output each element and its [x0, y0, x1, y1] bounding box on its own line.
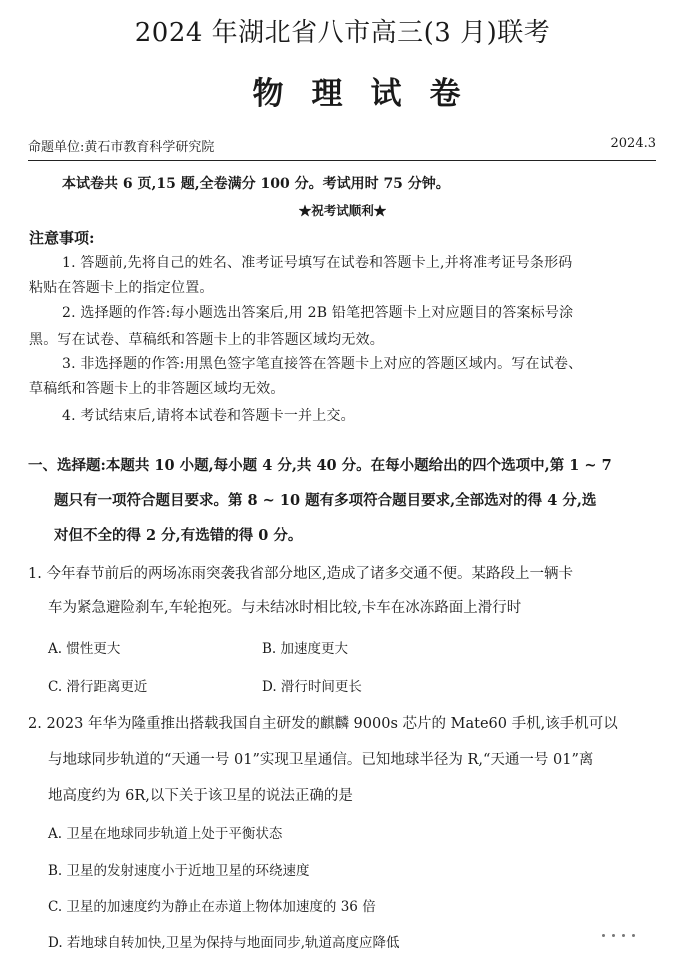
notice-line: 草稿纸和答题卡上的非答题区域均无效。	[29, 381, 285, 397]
question-2-line: 地高度约为 6R,以下关于该卫星的说法正确的是	[48, 788, 353, 804]
question-1-option-c: C. 滑行距离更近	[48, 679, 148, 695]
header-divider	[28, 160, 656, 161]
notice-line: 3. 非选择题的作答:用黑色签字笔直接答在答题卡上对应的答题区域内。写在试卷、	[62, 356, 583, 372]
notice-line: 4. 考试结束后,请将本试卷和答题卡一并上交。	[62, 408, 355, 424]
question-1-line: 车为紧急避险刹车,车轮抱死。与未结冰时相比较,卡车在冰冻路面上滑行时	[48, 600, 522, 616]
section-instructions-line: 题只有一项符合题目要求。第 8 ~ 10 题有多项符合题目要求,全部选对的得 4 分,选	[54, 492, 597, 509]
question-1-option-a: A. 惯性更大	[48, 641, 121, 657]
good-luck-line: ★祝考试顺利★	[298, 203, 387, 218]
question-1-option-d: D. 滑行时间更长	[262, 679, 362, 695]
question-2-option-b: B. 卫星的发射速度小于近地卫星的环绕速度	[48, 863, 310, 879]
subject-title: 物理试卷	[252, 76, 489, 112]
exam-date: 2024.3	[610, 136, 656, 151]
exam-title: 2024 年湖北省八市高三(3 月)联考	[134, 18, 551, 48]
question-2-line: 与地球同步轨道的“天通一号 01”实现卫星通信。已知地球半径为 R,“天通一号 01”离	[48, 752, 594, 768]
exam-info: 本试卷共 6 页,15 题,全卷满分 100 分。考试用时 75 分钟。	[62, 176, 450, 192]
scan-artifact-dots	[598, 930, 648, 940]
question-2-option-c: C. 卫星的加速度约为静止在赤道上物体加速度的 36 倍	[48, 899, 376, 915]
meta-row	[28, 136, 656, 155]
notice-line: 2. 选择题的作答:每小题选出答案后,用 2B 铅笔把答题卡上对应题目的答案标号涂	[62, 305, 574, 321]
question-2-option-d: D. 若地球自转加快,卫星为保持与地面同步,轨道高度应降低	[48, 935, 400, 951]
section-instructions-line: 对但不全的得 2 分,有选错的得 0 分。	[54, 527, 303, 544]
question-2-line: 2. 2023 年华为隆重推出搭载我国自主研发的麒麟 9000s 芯片的 Mate60 手机,该手机可以	[28, 716, 618, 732]
notice-heading: 注意事项:	[29, 229, 95, 247]
question-1-line: 1. 今年春节前后的两场冻雨突袭我省部分地区,造成了诸多交通不便。某路段上一辆卡	[28, 566, 574, 582]
notice-line: 黑。写在试卷、草稿纸和答题卡上的非答题区域均无效。	[29, 332, 384, 348]
question-2-option-a: A. 卫星在地球同步轨道上处于平衡状态	[48, 826, 283, 842]
section-instructions-line: 一、选择题:本题共 10 小题,每小题 4 分,共 40 分。在每小题给出的四个选项中,第 1 ~ 7	[28, 457, 612, 474]
notice-line: 粘贴在答题卡上的指定位置。	[29, 280, 214, 296]
question-1-option-b: B. 加速度更大	[262, 641, 349, 657]
setter-unit: 命题单位:黄石市教育科学研究院	[28, 140, 215, 155]
notice-line: 1. 答题前,先将自己的姓名、准考证号填写在试卷和答题卡上,并将准考证号条形码	[62, 255, 573, 271]
